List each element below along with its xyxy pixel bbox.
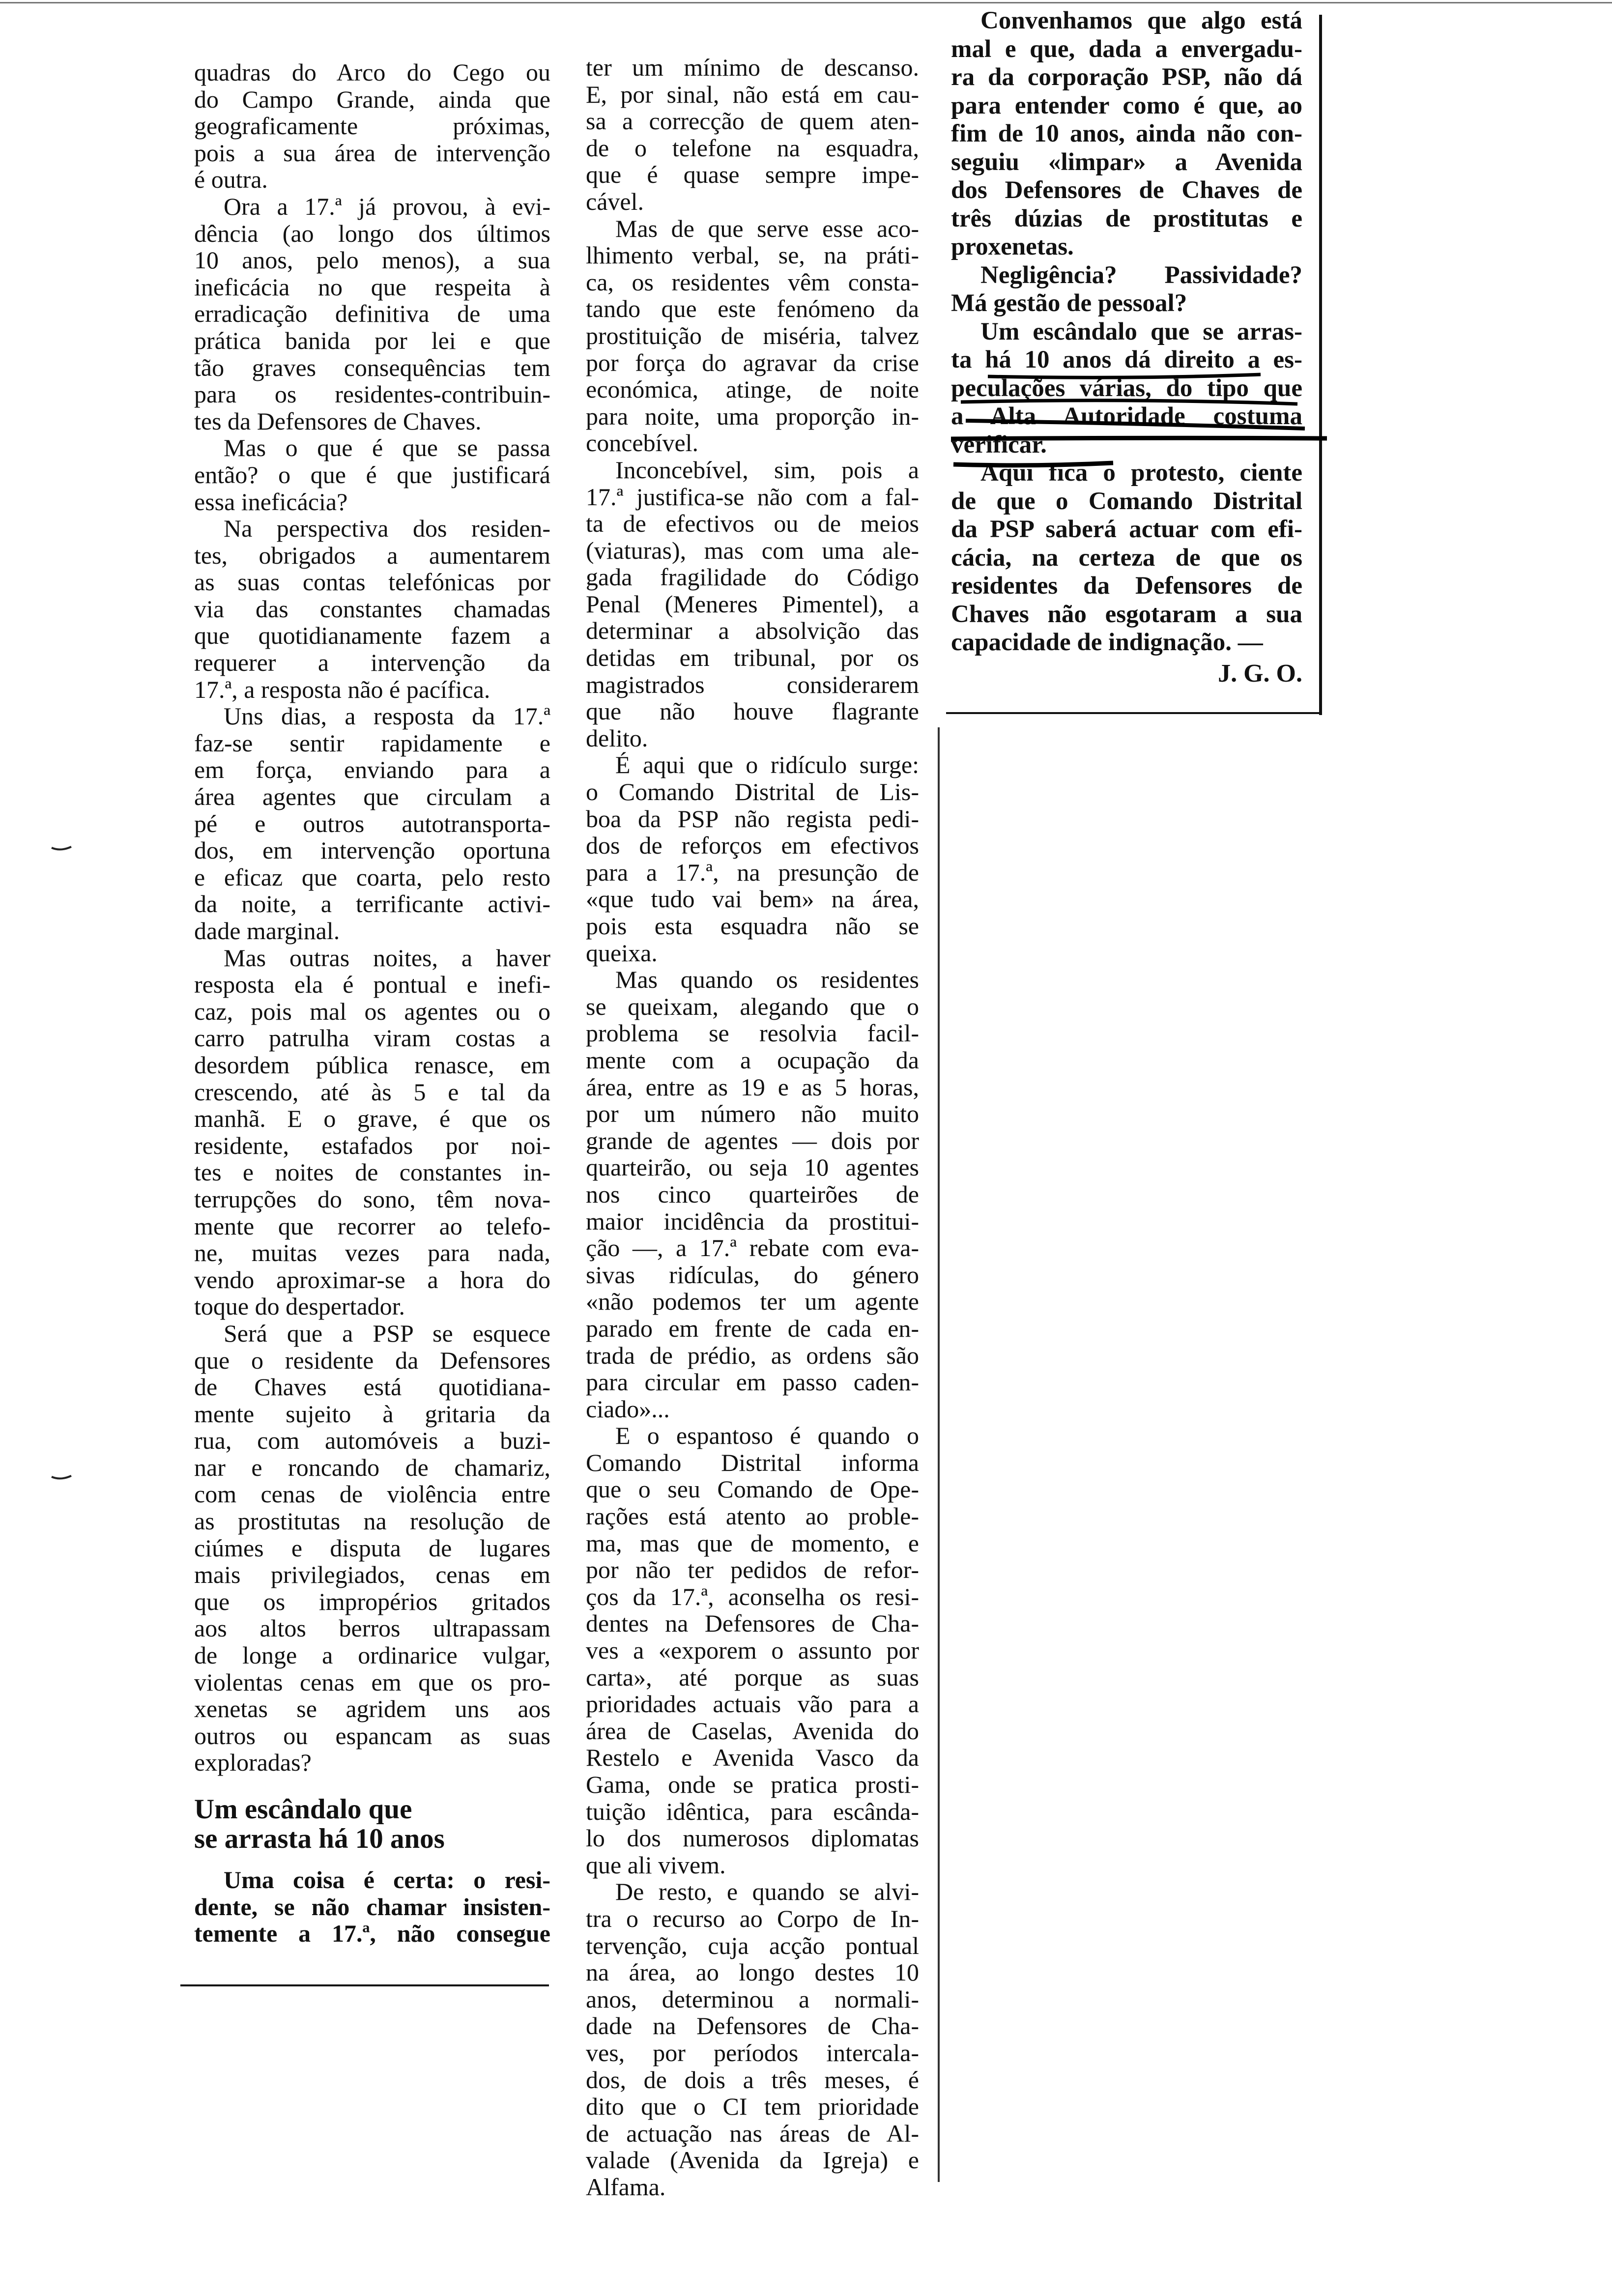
- text-line: via das constantes chamadas: [194, 595, 550, 623]
- text-line: manhã. E o grave, é que os: [194, 1105, 550, 1133]
- text-line: e eficaz que coarta, pelo resto: [194, 863, 550, 891]
- text-line: quarteirão, ou seja 10 agentes: [586, 1153, 919, 1181]
- text-line: residentes da Defensores de: [951, 572, 1302, 600]
- paragraph: [951, 459, 1302, 657]
- text-line: por não ter pedidos de refor-: [586, 1556, 919, 1584]
- text-line: rua, com automóveis a buzi-: [194, 1427, 550, 1455]
- text-line: da noite, a terrificante activi-: [194, 890, 550, 918]
- text-line: tes, obrigados a aumentarem: [194, 541, 550, 569]
- text-line: área, entre as 19 e as 5 horas,: [586, 1073, 919, 1101]
- text-line: de actuação nas áreas de Al-: [586, 2119, 919, 2147]
- text-line: E, por sinal, não está em cau-: [586, 80, 919, 108]
- text-line: verificar.: [951, 430, 1047, 459]
- section-heading: [194, 1795, 550, 1854]
- text-line: ves a «exporem o assunto por: [586, 1636, 919, 1665]
- text-line: dos Defensores de Chaves de: [951, 176, 1302, 204]
- text-line: nos cinco quarteirões de: [586, 1180, 919, 1208]
- text-line: Uns dias, a resposta da 17.ª: [224, 702, 550, 730]
- text-line: mais privilegiados, cenas em: [194, 1561, 550, 1589]
- column-3: [951, 7, 1302, 688]
- text-line: pois esta esquadra não se: [586, 912, 919, 940]
- col2-body: [586, 54, 919, 2201]
- text-line: ta de efectivos ou de meios: [586, 510, 919, 538]
- text-line: problema se resolvia facil-: [586, 1019, 919, 1047]
- text-line: ços da 17.ª, aconselha os resi-: [586, 1582, 919, 1610]
- text-line: que os impropérios gritados: [194, 1587, 550, 1615]
- author-signature: J. G. O.: [1218, 659, 1302, 688]
- text-line: mal e que, dada a envergadu-: [951, 35, 1302, 63]
- paragraph: [586, 751, 919, 966]
- paragraph: [194, 1320, 550, 1776]
- text-line: «não podemos ter um agente: [586, 1288, 919, 1316]
- text-line: gada fragilidade do Código: [586, 563, 919, 591]
- text-line: ma, mas que de momento, e: [586, 1529, 919, 1557]
- text-line: mente com a ocupação da: [586, 1046, 919, 1074]
- paragraph: [586, 457, 919, 752]
- text-line: prática banida por lei e que: [194, 326, 550, 354]
- text-line: Convenhamos que algo está: [980, 7, 1302, 34]
- paragraph: [194, 515, 550, 703]
- text-line: tervenção, cuja acção pontual: [586, 1931, 919, 1959]
- text-line: tuição idêntica, para escânda-: [586, 1797, 919, 1825]
- text-line: com cenas de violência entre: [194, 1480, 550, 1508]
- text-line: nar e roncando de chamariz,: [194, 1453, 550, 1481]
- text-line: para noite, uma proporção in-: [586, 402, 919, 430]
- column-3-bottom-rule: [946, 712, 1322, 714]
- text-line: É aqui que o ridículo surge:: [615, 751, 919, 779]
- text-line: lhimento verbal, se, na práti-: [586, 241, 919, 269]
- text-line: Gama, onde se pratica prosti-: [586, 1771, 919, 1798]
- paragraph: [951, 318, 1302, 459]
- text-line: tra o recurso ao Corpo de In-: [586, 1904, 919, 1932]
- text-line: dente, se não chamar insisten-: [194, 1893, 550, 1921]
- text-line: dentes na Defensores de Cha-: [586, 1609, 919, 1637]
- text-line: Mas quando os residentes: [615, 966, 919, 994]
- text-line: xenetas se agridem uns aos: [194, 1695, 550, 1723]
- paragraph: [951, 261, 1302, 318]
- text-line: se queixam, alegando que o: [586, 992, 919, 1020]
- text-line: ne, muitas vezes para nada,: [194, 1239, 550, 1267]
- text-line: requerer a intervenção da: [194, 649, 550, 677]
- text-line: «que tudo vai bem» na área,: [586, 885, 919, 913]
- text-line: do Campo Grande, ainda que: [194, 85, 550, 113]
- text-line: carta», até porque as suas: [586, 1663, 919, 1691]
- text-line: que quotidianamente fazem a: [194, 622, 550, 650]
- paragraph: [586, 966, 919, 1422]
- text-line: é outra.: [194, 166, 268, 194]
- paragraph: [194, 703, 550, 944]
- text-line: maior incidência da prostitui-: [586, 1207, 919, 1235]
- text-line: peculações várias, do tipo que: [951, 374, 1302, 402]
- text-line: queixa.: [586, 939, 658, 967]
- text-line: para entender como é que, ao: [951, 91, 1302, 119]
- text-line: para circular em passo caden-: [586, 1368, 919, 1396]
- paragraph: [194, 1866, 550, 1947]
- text-line: dência (ao longo dos últimos: [194, 219, 550, 247]
- text-line: seguiu «limpar» a Avenida: [951, 148, 1302, 176]
- text-line: violentas cenas em que os pro-: [194, 1668, 550, 1696]
- text-line: quadras do Arco do Cego ou: [194, 58, 550, 86]
- text-line: anos, determinou a normali-: [586, 1985, 919, 2013]
- col1-after-heading: [194, 1866, 550, 1947]
- text-line: dito que o CI tem prioridade: [586, 2093, 919, 2121]
- text-line: detidas em tribunal, por os: [586, 644, 919, 672]
- text-line: ineficácia no que respeita à: [194, 273, 550, 301]
- text-line: 17.ª, a resposta não é pacífica.: [194, 675, 490, 703]
- paragraph: [194, 59, 550, 193]
- text-line: tão graves consequências tem: [194, 353, 550, 381]
- text-line: tes da Defensores de Chaves.: [194, 407, 482, 435]
- text-line: as prostitutas na resolução de: [194, 1507, 550, 1535]
- text-line: temente a 17.ª, não consegue: [194, 1920, 550, 1948]
- paragraph: [194, 193, 550, 434]
- text-line: em força, enviando para a: [194, 756, 550, 784]
- text-line: trada de prédio, as ordens são: [586, 1341, 919, 1369]
- col3-body: [951, 7, 1302, 657]
- text-line: De resto, e quando se alvi-: [615, 1878, 919, 1906]
- text-line: mente que recorrer ao telefo-: [194, 1212, 550, 1240]
- text-line: por força do agravar da crise: [586, 348, 919, 376]
- text-line: área de Caselas, Avenida do: [586, 1717, 919, 1745]
- text-line: toque do despertador.: [194, 1292, 405, 1320]
- paragraph: [951, 7, 1302, 261]
- text-line: que o seu Comando de Ope-: [586, 1475, 919, 1503]
- text-line: geograficamente próximas,: [194, 112, 550, 140]
- column-2: [586, 54, 919, 2201]
- text-line: por um número não muito: [586, 1100, 919, 1128]
- text-line: Um escândalo que se arras-: [980, 317, 1302, 345]
- text-line: (viaturas), mas com uma ale-: [586, 536, 919, 564]
- text-line: Má gestão de pessoal?: [951, 289, 1187, 317]
- text-line: Negligência? Passividade?: [980, 261, 1302, 289]
- text-line: Uma coisa é certa: o resi-: [224, 1866, 550, 1894]
- text-line: de longe a ordinarice vulgar,: [194, 1641, 550, 1669]
- text-line: pé e outros autotransporta-: [194, 809, 550, 837]
- margin-mark: [52, 1476, 71, 1479]
- text-line: económica, atinge, de noite: [586, 375, 919, 403]
- paragraph: [194, 945, 550, 1320]
- text-line: carro patrulha viram costas a: [194, 1024, 550, 1052]
- text-line: exploradas?: [194, 1749, 312, 1777]
- text-line: E o espantoso é quando o: [615, 1422, 919, 1450]
- text-line: as suas contas telefónicas por: [194, 568, 550, 596]
- text-line: terrupções do sono, têm nova-: [194, 1185, 550, 1213]
- text-line: o Comando Distrital de Lis-: [586, 778, 919, 806]
- paragraph: [586, 215, 919, 457]
- column-3-side-rule: [1319, 15, 1322, 715]
- text-line: rações está atento ao proble-: [586, 1502, 919, 1530]
- text-line: proxenetas.: [951, 233, 1074, 260]
- paragraph: [586, 1422, 919, 1878]
- heading-line: se arrasta há 10 anos: [194, 1823, 445, 1854]
- text-line: área agentes que circulam a: [194, 783, 550, 811]
- text-line: grande de agentes — dois por: [586, 1126, 919, 1154]
- text-line: Chaves não esgotaram a sua: [951, 600, 1302, 628]
- text-line: Comando Distrital informa: [586, 1448, 919, 1476]
- column-2-side-rule: [938, 727, 940, 2182]
- text-line: a Alta Autoridade costuma: [951, 402, 1302, 430]
- text-line: mente sujeito à gritaria da: [194, 1400, 550, 1428]
- text-line: que o residente da Defensores: [194, 1346, 550, 1374]
- text-line: ca, os residentes vêm consta-: [586, 268, 919, 296]
- text-line: ra da corporação PSP, não dá: [951, 63, 1302, 91]
- text-line: desordem pública renasce, em: [194, 1051, 550, 1079]
- text-line: dade marginal.: [194, 917, 340, 945]
- text-line: lo dos numerosos diplomatas: [586, 1824, 919, 1852]
- text-line: ta há 10 anos dá direito a es-: [951, 346, 1302, 373]
- text-line: delito.: [586, 724, 648, 752]
- text-line: para a 17.ª, na presunção de: [586, 858, 919, 886]
- text-line: essa ineficácia?: [194, 488, 348, 516]
- text-line: cável.: [586, 187, 644, 215]
- text-line: dos, de dois a três meses, é: [586, 2066, 919, 2094]
- text-line: prioridades actuais vão para a: [586, 1690, 919, 1718]
- text-line: que ali vivem.: [586, 1851, 726, 1879]
- text-line: prostituição de miséria, talvez: [586, 321, 919, 349]
- text-line: Penal (Meneres Pimentel), a: [586, 590, 919, 618]
- text-line: Aqui fica o protesto, ciente: [980, 459, 1302, 487]
- text-line: tes e noites de constantes in-: [194, 1158, 550, 1186]
- text-line: para os residentes-contribuin-: [194, 380, 550, 408]
- text-line: da PSP saberá actuar com efi-: [951, 516, 1302, 543]
- text-line: Na perspectiva dos residen-: [224, 515, 550, 543]
- heading-line: Um escândalo que: [194, 1794, 412, 1825]
- text-line: outros ou espancam as suas: [194, 1722, 550, 1750]
- text-line: fim de 10 anos, ainda não con-: [951, 120, 1302, 147]
- margin-mark: [52, 847, 71, 850]
- text-line: que não houve flagrante: [586, 697, 919, 725]
- text-line: resposta ela é pontual e inefi-: [194, 971, 550, 999]
- text-line: três dúzias de prostitutas e: [951, 204, 1302, 232]
- text-line: dade na Defensores de Cha-: [586, 2012, 919, 2040]
- text-line: de Chaves está quotidiana-: [194, 1373, 550, 1401]
- text-line: vendo aproximar-se a hora do: [194, 1265, 550, 1293]
- text-line: de que o Comando Distrital: [951, 487, 1302, 515]
- text-line: tando que este fenómeno da: [586, 295, 919, 323]
- text-line: Inconcebível, sim, pois a: [615, 456, 919, 484]
- text-line: 17.ª justifica-se não com a fal-: [586, 483, 919, 511]
- text-line: Mas de que serve esse aco-: [615, 214, 919, 242]
- text-line: ciado»...: [586, 1395, 670, 1423]
- text-line: dos de reforços em efectivos: [586, 832, 919, 860]
- text-line: Alfama.: [586, 2173, 666, 2201]
- text-line: magistrados considerarem: [586, 670, 919, 698]
- paragraph: [586, 1878, 919, 2200]
- text-line: faz-se sentir rapidamente e: [194, 729, 550, 757]
- col1-body: [194, 59, 550, 1776]
- text-line: capacidade de indignação. —: [951, 629, 1263, 656]
- text-line: ção —, a 17.ª rebate com eva-: [586, 1234, 919, 1262]
- text-line: Restelo e Avenida Vasco da: [586, 1744, 919, 1772]
- column-1-bottom-rule: [180, 1984, 549, 1986]
- text-line: residente, estafados por noi-: [194, 1131, 550, 1159]
- text-line: dos, em intervenção oportuna: [194, 836, 550, 864]
- text-line: que é quase sempre impe-: [586, 161, 919, 189]
- text-line: determinar a absolvição das: [586, 617, 919, 645]
- text-line: ciúmes e disputa de lugares: [194, 1534, 550, 1562]
- paragraph: [586, 54, 919, 215]
- text-line: erradicação definitiva de uma: [194, 300, 550, 328]
- top-rule: [0, 2, 1612, 3]
- text-line: aos altos berros ultrapassam: [194, 1614, 550, 1642]
- text-line: Mas outras noites, a haver: [224, 944, 550, 972]
- text-line: boa da PSP não regista pedi-: [586, 804, 919, 832]
- text-line: na área, ao longo destes 10: [586, 1958, 919, 1986]
- text-line: de o telefone na esquadra,: [586, 134, 919, 162]
- text-line: valade (Avenida da Igreja) e: [586, 2146, 919, 2174]
- text-line: Será que a PSP se esquece: [224, 1319, 550, 1347]
- text-line: caz, pois mal os agentes ou o: [194, 997, 550, 1025]
- text-line: ter um mínimo de descanso.: [586, 54, 919, 81]
- text-line: Ora a 17.ª já provou, à evi-: [224, 192, 550, 220]
- text-line: então? o que é que justificará: [194, 460, 550, 488]
- text-line: crescendo, até às 5 e tal da: [194, 1078, 550, 1106]
- column-1: [194, 59, 550, 1947]
- paragraph: [194, 434, 550, 515]
- text-line: 10 anos, pelo menos), a sua: [194, 246, 550, 274]
- text-line: cácia, na certeza de que os: [951, 544, 1302, 572]
- text-line: concebível.: [586, 429, 699, 457]
- text-line: Mas o que é que se passa: [224, 434, 550, 462]
- text-line: ves, por períodos intercala-: [586, 2038, 919, 2066]
- text-line: pois a sua área de intervenção: [194, 139, 550, 167]
- text-line: sivas ridículas, do género: [586, 1261, 919, 1289]
- text-line: sa a correcção de quem aten-: [586, 107, 919, 135]
- text-line: parado em frente de cada en-: [586, 1314, 919, 1342]
